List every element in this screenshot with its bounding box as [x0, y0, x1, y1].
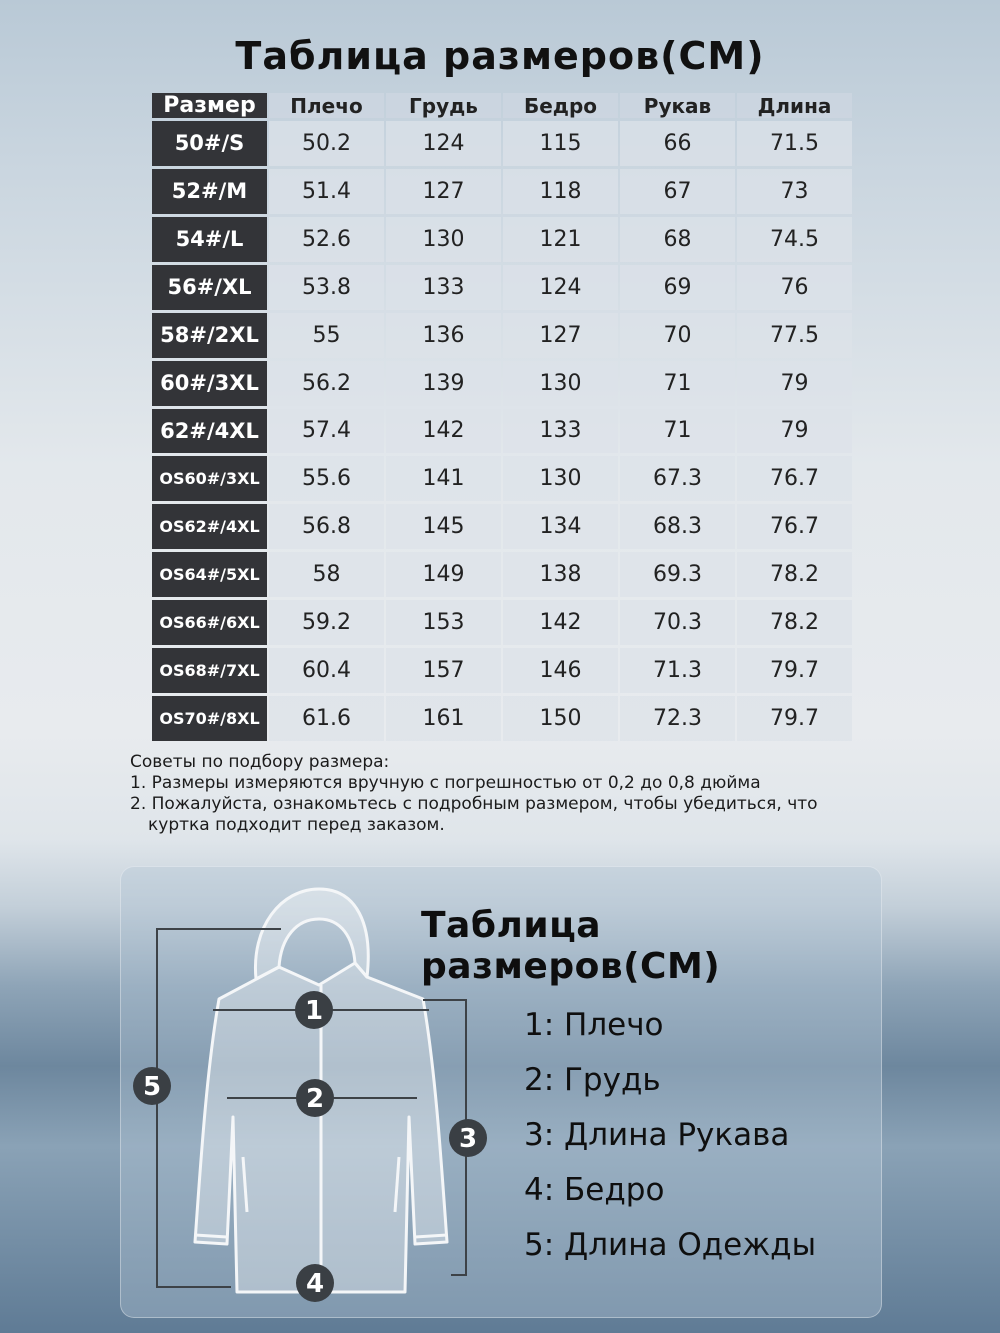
table-cell: 71.5: [737, 121, 852, 166]
table-cell: 161: [386, 696, 501, 741]
table-cell: 115: [503, 121, 618, 166]
table-row: [152, 409, 852, 454]
size-label-cell: 52#/M: [152, 169, 267, 214]
tips-line-2: 2. Пожалуйста, ознакомьтесь с подробным размером, чтобы убедиться, что: [130, 794, 818, 814]
table-cell: 130: [503, 456, 618, 501]
table-cell: 71: [620, 409, 735, 454]
table-cell: 78.2: [737, 600, 852, 645]
table-cell: 127: [503, 313, 618, 358]
column-header: Грудь: [386, 93, 501, 118]
table-cell: 53.8: [269, 265, 384, 310]
table-cell: 134: [503, 504, 618, 549]
size-label-cell: 50#/S: [152, 121, 267, 166]
size-label-cell: OS66#/6XL: [152, 600, 267, 645]
column-header: Бедро: [503, 93, 618, 118]
table-cell: 150: [503, 696, 618, 741]
size-label-cell: OS70#/8XL: [152, 696, 267, 741]
table-cell: 149: [386, 552, 501, 597]
table-cell: 69.3: [620, 552, 735, 597]
table-cell: 133: [503, 409, 618, 454]
size-label-cell: OS68#/7XL: [152, 648, 267, 693]
measurement-legend: [524, 1005, 816, 1280]
table-cell: 71.3: [620, 648, 735, 693]
table-cell: 59.2: [269, 600, 384, 645]
legend-item: 4: Бедро: [524, 1172, 665, 1208]
table-cell: 60.4: [269, 648, 384, 693]
marker-label: 1: [304, 996, 324, 1026]
table-cell: 50.2: [269, 121, 384, 166]
marker-label: 2: [305, 1084, 325, 1114]
table-row: [152, 600, 852, 645]
table-cell: 70.3: [620, 600, 735, 645]
table-row: [152, 217, 852, 262]
table-row: [152, 504, 852, 549]
size-label-cell: OS62#/4XL: [152, 504, 267, 549]
size-label-cell: 60#/3XL: [152, 361, 267, 406]
table-row: [152, 361, 852, 406]
table-cell: 79: [737, 409, 852, 454]
column-header: Длина: [737, 93, 852, 118]
table-cell: 67.3: [620, 456, 735, 501]
legend-item: 2: Грудь: [524, 1062, 661, 1098]
table-cell: 153: [386, 600, 501, 645]
measure-marker-4: [296, 1264, 334, 1302]
size-label-cell: 62#/4XL: [152, 409, 267, 454]
measure-marker-1: [295, 991, 333, 1029]
table-cell: 70: [620, 313, 735, 358]
table-cell: 142: [503, 600, 618, 645]
measure-marker-2: [296, 1079, 334, 1117]
table-cell: 79.7: [737, 696, 852, 741]
table-cell: 76.7: [737, 504, 852, 549]
tips-line-3: куртка подходит перед заказом.: [148, 815, 445, 835]
table-cell: 68: [620, 217, 735, 262]
table-cell: 69: [620, 265, 735, 310]
table-cell: 57.4: [269, 409, 384, 454]
table-cell: 71: [620, 361, 735, 406]
measurement-panel: [120, 866, 882, 1318]
table-cell: 79: [737, 361, 852, 406]
table-cell: 78.2: [737, 552, 852, 597]
marker-label: 5: [142, 1072, 162, 1102]
tips-heading: Советы по подбору размера:: [130, 752, 390, 772]
sizing-tips: [130, 752, 890, 836]
table-cell: 56.8: [269, 504, 384, 549]
table-cell: 130: [386, 217, 501, 262]
table-row: [152, 169, 852, 214]
legend-item: 5: Длина Одежды: [524, 1227, 817, 1263]
table-cell: 124: [503, 265, 618, 310]
table-cell: 58: [269, 552, 384, 597]
column-header: Рукав: [620, 93, 735, 118]
table-cell: 118: [503, 169, 618, 214]
size-label-cell: 54#/L: [152, 217, 267, 262]
table-cell: 130: [503, 361, 618, 406]
table-cell: 61.6: [269, 696, 384, 741]
table-cell: 55.6: [269, 456, 384, 501]
table-header-row: [152, 93, 852, 118]
measure-marker-3: [449, 1119, 487, 1157]
table-cell: 77.5: [737, 313, 852, 358]
table-cell: 145: [386, 504, 501, 549]
table-cell: 51.4: [269, 169, 384, 214]
measure-marker-5: [133, 1067, 171, 1105]
table-cell: 136: [386, 313, 501, 358]
table-cell: 133: [386, 265, 501, 310]
table-row: [152, 265, 852, 310]
table-row: [152, 648, 852, 693]
legend-item: 3: Длина Рукава: [524, 1117, 790, 1153]
table-cell: 73: [737, 169, 852, 214]
table-cell: 139: [386, 361, 501, 406]
table-row: [152, 456, 852, 501]
legend-item: 1: Плечо: [524, 1007, 664, 1043]
table-row: [152, 313, 852, 358]
size-label-cell: OS64#/5XL: [152, 552, 267, 597]
table-cell: 67: [620, 169, 735, 214]
size-table: [150, 90, 854, 744]
column-header: Плечо: [269, 93, 384, 118]
column-header: Размер: [152, 93, 267, 118]
diagram-title: Таблица размеров(CM): [421, 905, 721, 987]
table-cell: 141: [386, 456, 501, 501]
table-cell: 146: [503, 648, 618, 693]
table-cell: 157: [386, 648, 501, 693]
tips-line-1: 1. Размеры измеряются вручную с погрешностью от 0,2 до 0,8 дюйма: [130, 773, 761, 793]
table-cell: 52.6: [269, 217, 384, 262]
table-cell: 55: [269, 313, 384, 358]
table-cell: 124: [386, 121, 501, 166]
table-cell: 72.3: [620, 696, 735, 741]
table-cell: 79.7: [737, 648, 852, 693]
table-cell: 121: [503, 217, 618, 262]
table-cell: 68.3: [620, 504, 735, 549]
table-cell: 66: [620, 121, 735, 166]
table-row: [152, 121, 852, 166]
size-label-cell: OS60#/3XL: [152, 456, 267, 501]
page-title: Таблица размеров(CM): [235, 34, 765, 78]
size-label-cell: 56#/XL: [152, 265, 267, 310]
table-cell: 127: [386, 169, 501, 214]
table-row: [152, 696, 852, 741]
marker-label: 4: [305, 1269, 325, 1299]
table-cell: 138: [503, 552, 618, 597]
table-cell: 76: [737, 265, 852, 310]
size-label-cell: 58#/2XL: [152, 313, 267, 358]
table-cell: 76.7: [737, 456, 852, 501]
table-cell: 56.2: [269, 361, 384, 406]
table-cell: 74.5: [737, 217, 852, 262]
table-cell: 142: [386, 409, 501, 454]
table-row: [152, 552, 852, 597]
marker-label: 3: [458, 1124, 478, 1154]
